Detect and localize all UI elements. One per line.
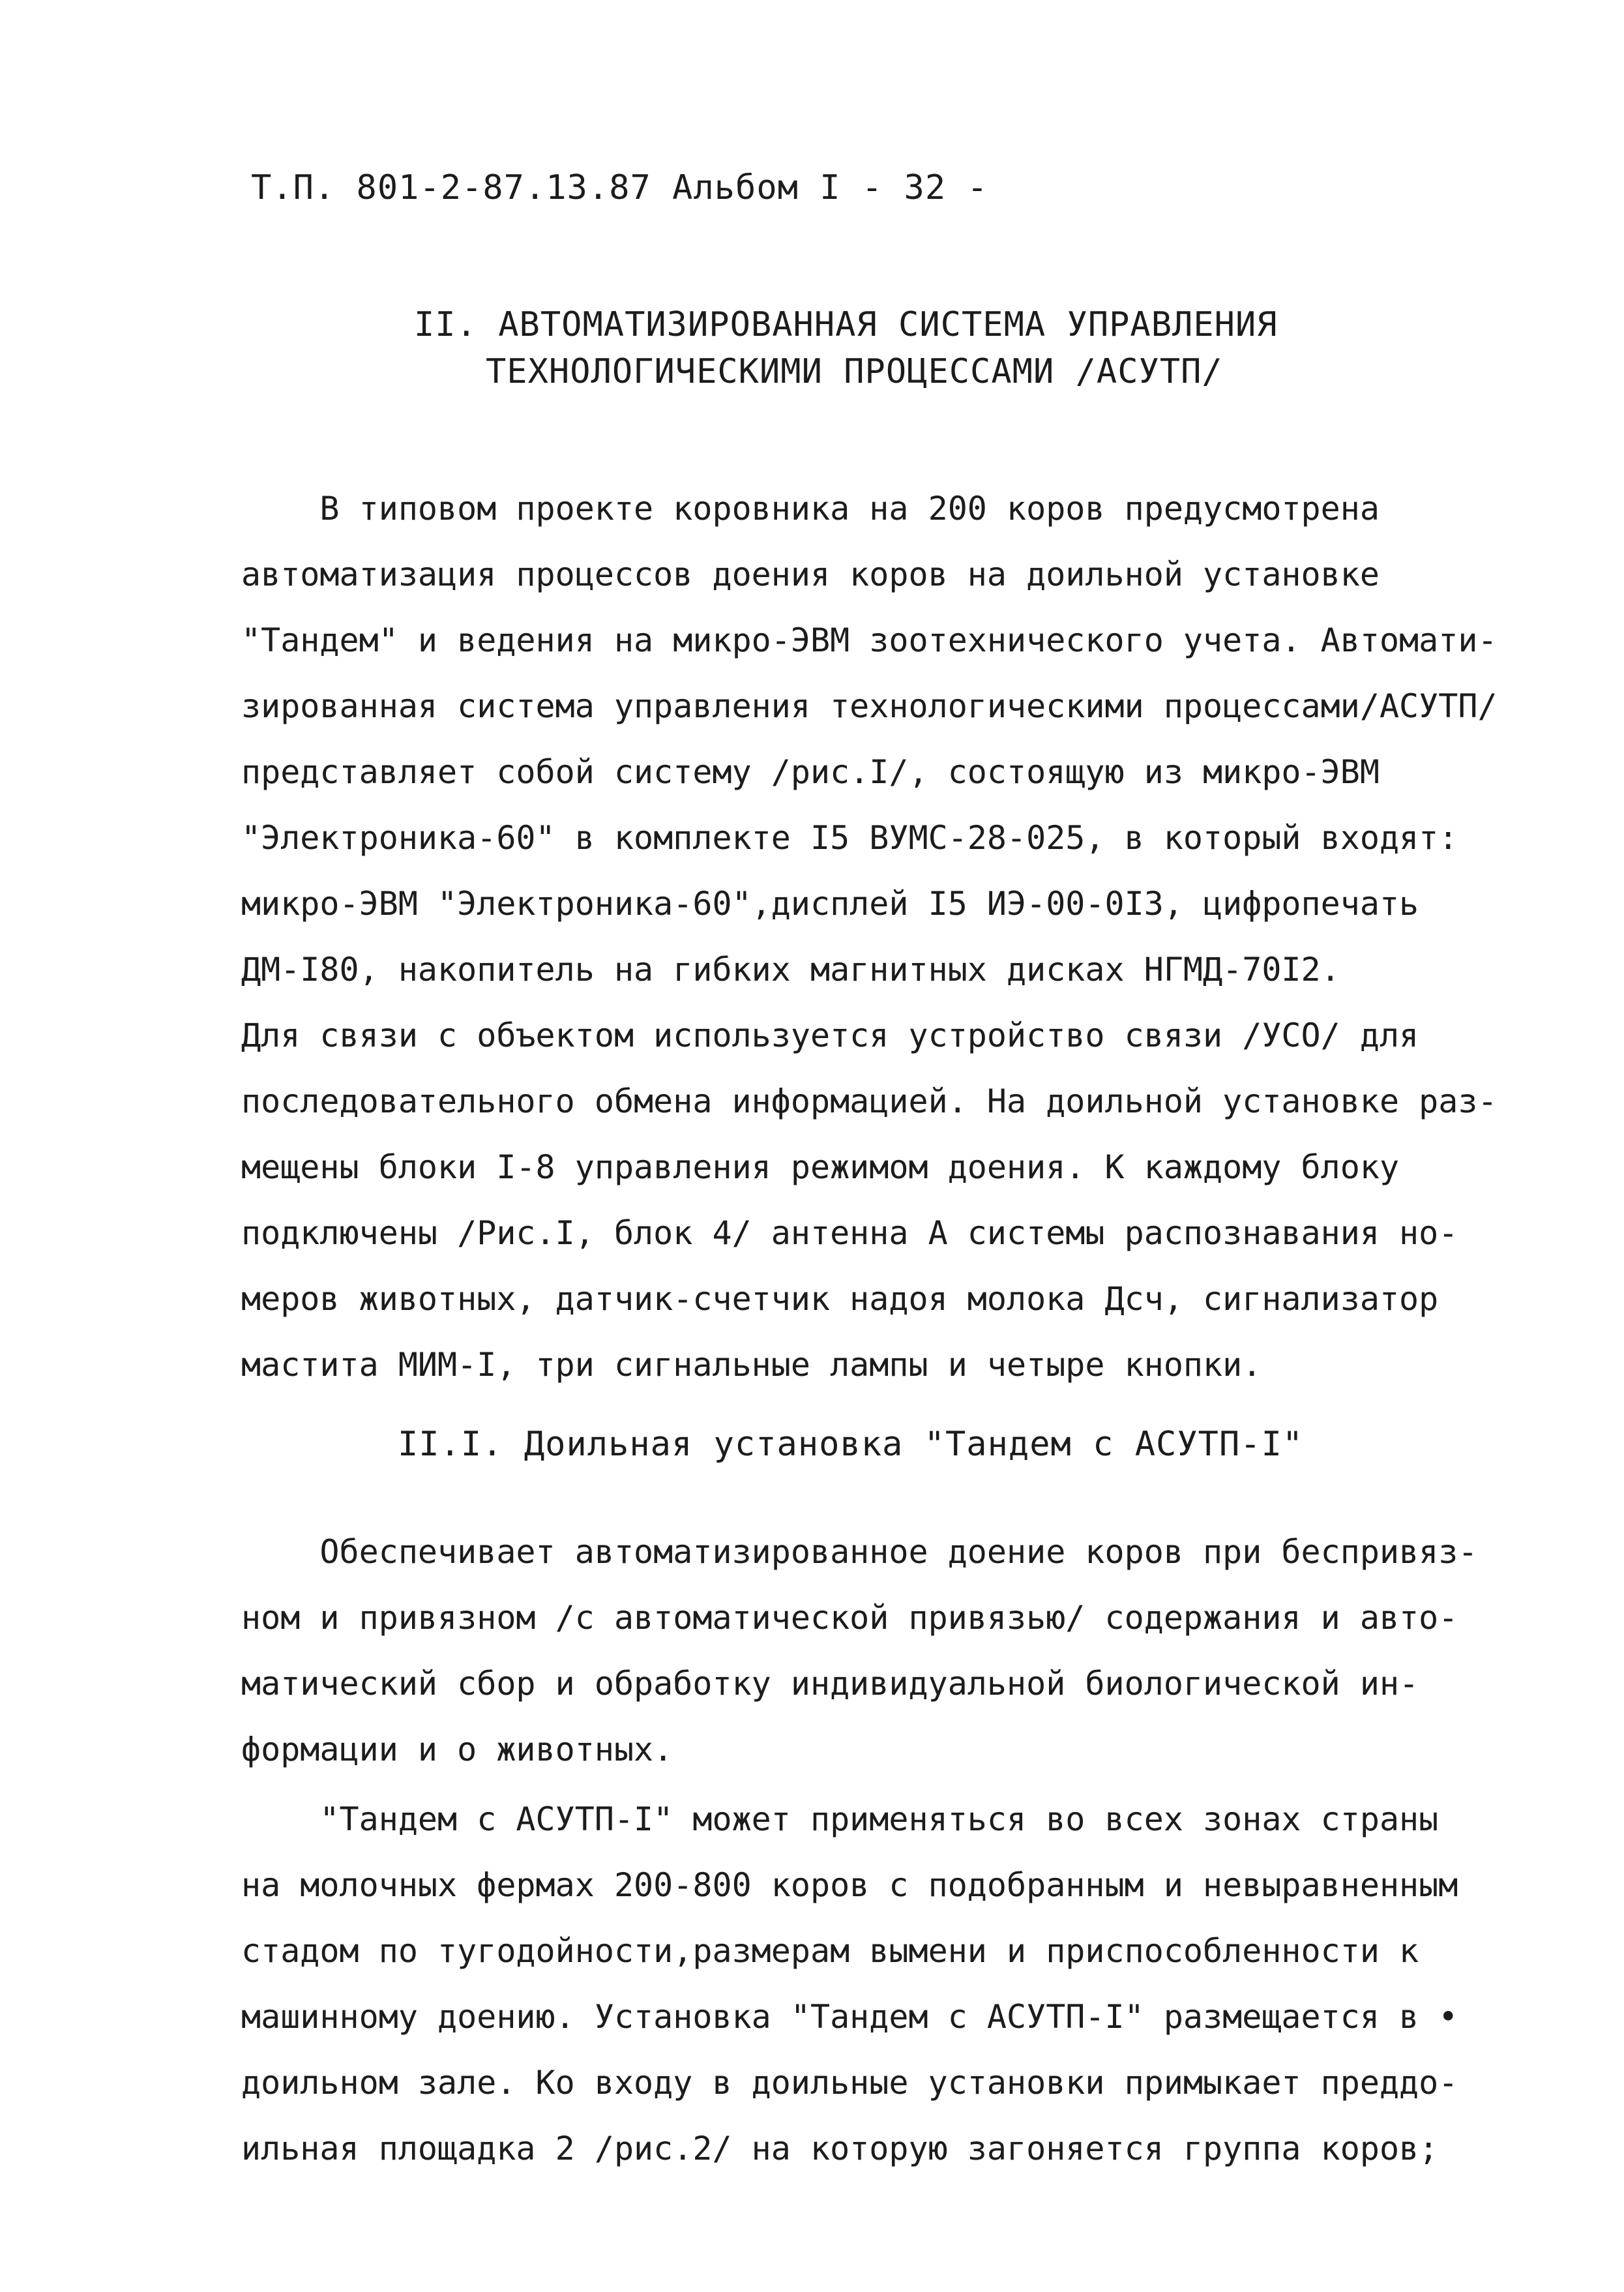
paragraph-3	[241, 1787, 1519, 2182]
paragraph-2	[241, 1519, 1519, 1783]
paragraph-1	[241, 476, 1519, 1398]
text-line: ДМ-I80, накопитель на гибких магнитных дисках НГМД-70I2.	[241, 951, 1340, 989]
text-line: В типовом проекте коровника на 200 коров предусмотрена	[241, 490, 1380, 528]
text-line: на молочных фермах 200-800 коров с подобранным и невыравненным	[241, 1866, 1458, 1904]
text-line: подключены /Рис.I, блок 4/ антенна А системы распознавания но-	[241, 1214, 1458, 1252]
text-line: формации и о животных.	[241, 1731, 673, 1768]
section-title-line-1: II. АВТОМАТИЗИРОВАННАЯ СИСТЕМА УПРАВЛЕНИЯ	[414, 305, 1278, 344]
text-line: ильная площадка 2 /рис.2/ на которую загоняется группа коров;	[241, 2130, 1439, 2167]
text-line: Для связи с объектом используется устройство связи /УСО/ для	[241, 1017, 1419, 1054]
text-line: доильном зале. Ко входу в доильные установки примыкает преддо-	[241, 2064, 1458, 2102]
text-line: представляет собой систему /рис.I/, состоящую из микро-ЭВМ	[241, 753, 1380, 791]
text-line: "Тандем" и ведения на микро-ЭВМ зоотехнического учета. Автомати-	[241, 621, 1498, 659]
text-line: машинному доению. Установка "Тандем с АСУТП-I" размещается в •	[241, 1998, 1458, 2036]
text-line: микро-ЭВМ "Электроника-60",дисплей I5 ИЭ-00-0I3, цифропечать	[241, 885, 1419, 923]
section-title-line-2: ТЕХНОЛОГИЧЕСКИМИ ПРОЦЕССАМИ /АСУТП/	[486, 352, 1223, 391]
text-line: автоматизация процессов доения коров на доильной установке	[241, 556, 1380, 593]
text-line: меров животных, датчик-счетчик надоя молока Дсч, сигнализатор	[241, 1280, 1439, 1318]
text-line: зированная система управления технологическими процессами/АСУТП/	[241, 687, 1498, 725]
text-line: мастита МИМ-I, три сигнальные лампы и четыре кнопки.	[241, 1346, 1262, 1384]
page-header: Т.П. 801-2-87.13.87 Альбом I - 32 -	[251, 168, 988, 207]
text-line: Обеспечивает автоматизированное доение коров при беспривяз-	[241, 1533, 1478, 1571]
text-line: матический сбор и обработку индивидуальной биологической ин-	[241, 1665, 1419, 1703]
subsection-title: II.I. Доильная установка "Тандем с АСУТП-I"	[398, 1425, 1304, 1464]
text-line: мещены блоки I-8 управления режимом доения. К каждому блоку	[241, 1148, 1400, 1186]
text-line: "Электроника-60" в комплекте I5 ВУМС-28-025, в который входят:	[241, 819, 1458, 857]
text-line: "Тандем с АСУТП-I" может применяться во всех зонах страны	[241, 1800, 1439, 1838]
text-line: ном и привязном /с автоматической привязью/ содержания и авто-	[241, 1599, 1458, 1637]
text-line: стадом по тугодойности,размерам вымени и приспособленности к	[241, 1932, 1419, 1970]
text-line: последовательного обмена информацией. На доильной установке раз-	[241, 1082, 1498, 1120]
